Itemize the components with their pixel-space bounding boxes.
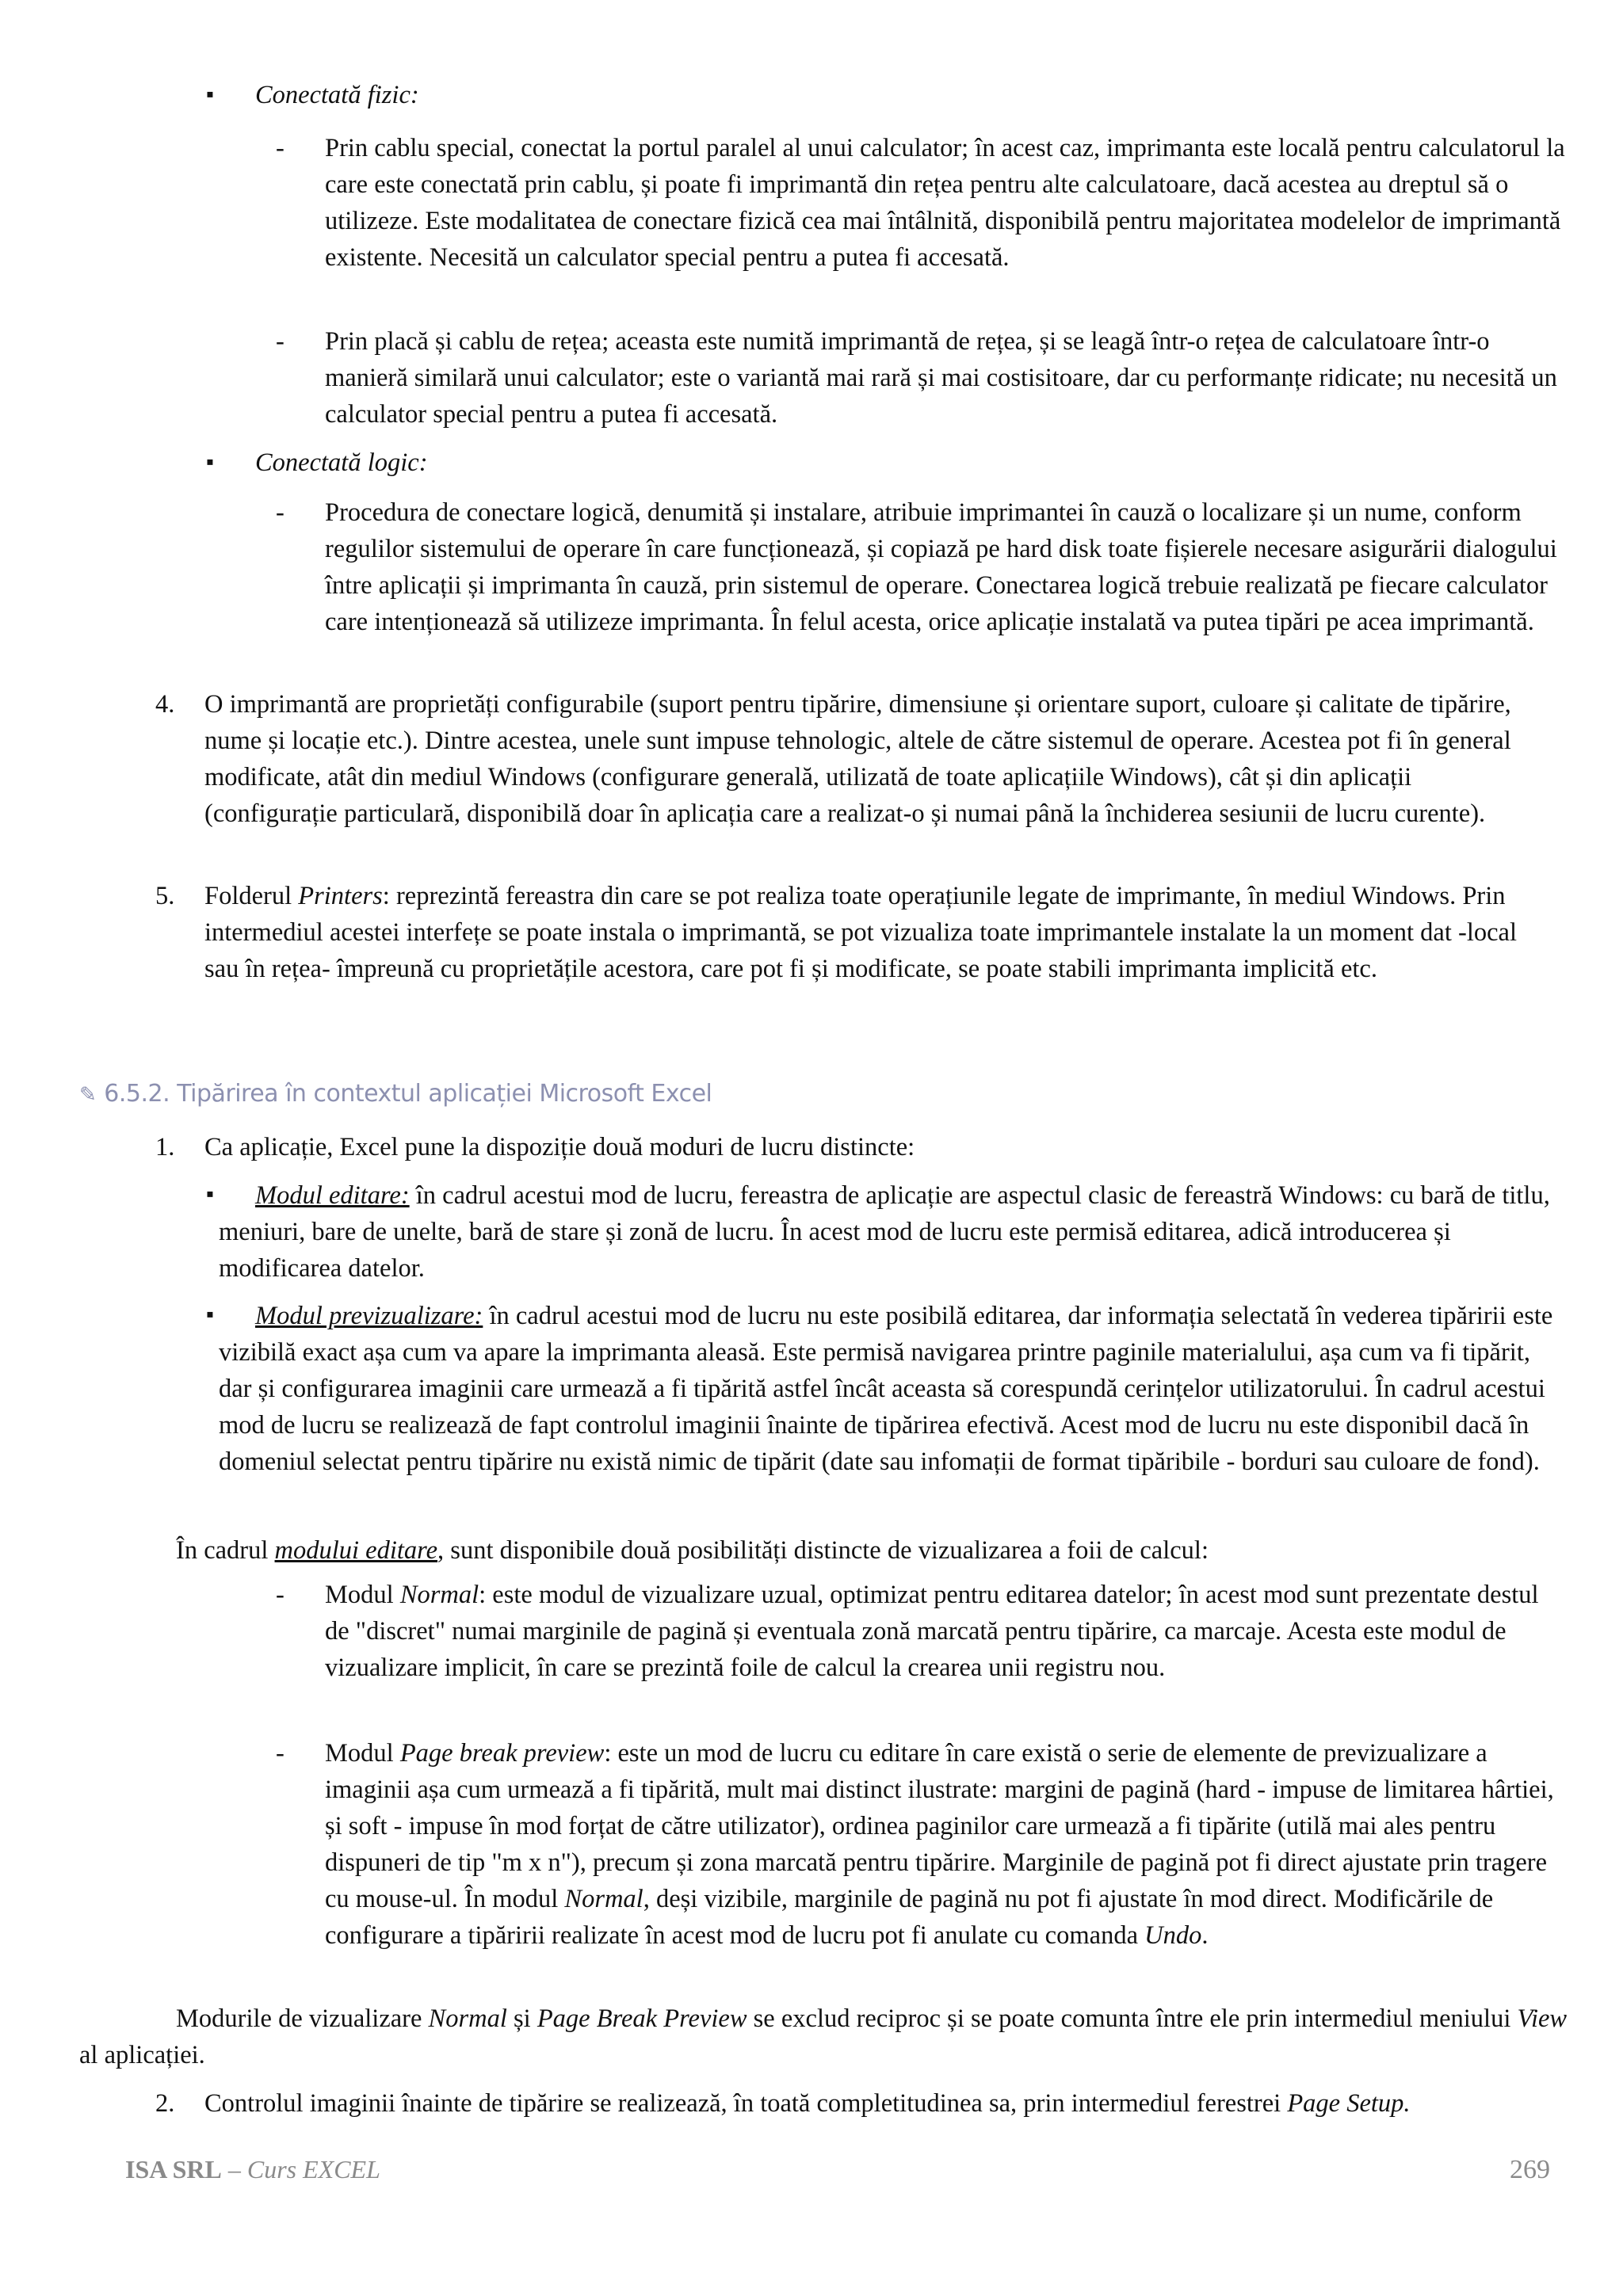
- fizic-label: Conectată fizic:: [255, 81, 419, 109]
- item-5-text: Folderul Printers: reprezintă fereastra din care se pot realiza toate operațiunile legate de imprimante, în mediul Windows. Prin intermediul acestei interfețe se poate instala o imprimantă, se pot vizualiza toate imprimantele instalate la un moment dat -local sau în rețea- împreună cu proprietățile acestora, care pot fi și modificate, se poate stabili imprimanta implicită etc.: [204, 882, 1517, 983]
- dash-marker: -: [276, 134, 285, 162]
- list-number: 2.: [155, 2089, 175, 2118]
- logic-label: Conectată logic:: [255, 448, 428, 477]
- list-number: 1.: [155, 1133, 175, 1161]
- dash-marker: -: [276, 498, 285, 527]
- footer-course: ISA SRL – Curs EXCEL: [125, 2155, 380, 2183]
- modul-previzualizare-text: Modul previzualizare: în cadrul acestui mod de lucru nu este posibilă editarea, dar informația selectată în vederea tipăririi este vizibilă exact așa cum va apare la imprimanta aleasă. Este permisă navigarea printre paginile materialului, așa cum va fi tipărit, dar și configurarea imaginii care urmează a fi tipărită astfel încât aceasta să corespundă cerințelor utilizatorului. În cadrul acestui mod de lucru se realizează de fapt controlul imaginii înainte de tipărirea efectivă. Acest mod de lucru nu este disponibil dacă în domeniul selectat pentru tipărire nu există nimic de tipărit (date sau infomații de format tipăribile - borduri sau culoare de fond).: [219, 1302, 1553, 1476]
- dash-marker: -: [276, 1739, 285, 1768]
- logic-item: Procedura de conectare logică, denumită și instalare, atribuie imprimantei în cauză o localizare și un nume, conform regulilor sistemului de operare în care funcționează, și copiază pe hard disk toate fișierele necesare asigurării dialogului între aplicații și imprimanta în cauză, prin sistemul de operare. Conectarea logică trebuie realizată pe fiecare calculator care intenționează să utilizeze imprimanta. În felul acesta, orice aplicație instalată va putea tipări pe acea imprimantă.: [325, 498, 1557, 636]
- fizic-item-cable: Prin cablu special, conectat la portul paralel al unui calculator; în acest caz, imprimanta este locală pentru calculatorul la care este conectată prin cablu, și poate fi imprimantă din rețea pentru alte calculatoare, dacă acestea au dreptul să o utilizeze. Este modalitatea de conectare fizică cea mai întâlnită, disponibilă pentru majoritatea modelelor de imprimantă existente. Necesită un calculator special pentru a putea fi accesată.: [325, 134, 1565, 272]
- bullet-square: ▪: [206, 1302, 214, 1327]
- fizic-item-network: Prin placă și cablu de rețea; aceasta este numită imprimantă de rețea, și se leagă într-o rețea de calculatoare într-o manieră similară unui calculator; este o variantă mai rară și mai costisitoare, dar cu performanțe ridicate; nu necesită un calculator special pentru a putea fi accesată.: [325, 327, 1557, 429]
- bullet-square: ▪: [206, 82, 214, 107]
- item-4-text: O imprimantă are proprietăți configurabile (suport pentru tipărire, dimensiune și orientare suport, culoare și calitate de tipărire, nume și locație etc.). Dintre acestea, unele sunt impuse tehnologic, altele de către sistemul de operare. Acestea pot fi în general modificate, atât din mediul Windows (configurare generală, utilizată de toate aplicațiile Windows), cât și din aplicații (configurație particulară, disponibilă doar în aplicația care a realizat-o și numai până la închiderea sesiunii de lucru curente).: [204, 690, 1511, 828]
- list-number: 5.: [155, 882, 175, 910]
- bullet-square: ▪: [206, 450, 214, 475]
- incadrul-paragraph: În cadrul modului editare, sunt disponibile două posibilități distincte de vizualizarea a foii de calcul:: [176, 1536, 1209, 1565]
- excel-item-2-text: Controlul imaginii înainte de tipărire se realizează, în toată completitudinea sa, prin intermediul ferestrei Page Setup.: [204, 2089, 1411, 2118]
- dash-marker: -: [276, 1581, 285, 1609]
- pencil-icon: ✎: [79, 1083, 97, 1107]
- modul-page-break-preview-text: Modul Page break preview: este un mod de lucru cu editare în care există o serie de elemente de previzualizare a imaginii așa cum urmează a fi tipărită, mult mai distinct ilustrate: margini de pagină (hard - impuse de limitarea hârtiei, și soft - impuse în mod forțat de către utilizator), ordinea paginilor care urmează a fi tipărite (utilă mai ales pentru dispuneri de tip "m x n"), precum și zona marcată pentru tipărire. Marginile de pagină pot fi direct ajustate prin tragere cu mouse-ul. În modul Normal, deși vizibile, marginile de pagină nu pot fi ajustate în mod direct. Modificările de configurare a tipăririi realizate în acest mod de lucru pot fi anulate cu comanda Undo.: [325, 1739, 1554, 1950]
- modului-editare-link: modului editare: [274, 1536, 438, 1565]
- dash-marker: -: [276, 327, 285, 356]
- bullet-square: ▪: [206, 1182, 214, 1207]
- section-heading: ✎ 6.5.2. Tipărirea în contextul aplicației Microsoft Excel: [79, 1080, 712, 1108]
- modul-normal-text: Modul Normal: este modul de vizualizare uzual, optimizat pentru editarea datelor; în acest mod sunt prezentate destul de "discret" numai marginile de pagină și eventuala zonă marcată pentru tipărire, ca marcaje. Acesta este modul de vizualizare implicit, în care se prezintă foile de calcul la crearea unii registru nou.: [325, 1581, 1539, 1682]
- list-number: 4.: [155, 690, 175, 719]
- modul-editare-text: Modul editare: în cadrul acestui mod de lucru, fereastra de aplicație are aspectul clasic de fereastră Windows: cu bară de titlu, meniuri, bare de unelte, bară de stare și zonă de lucru. În acest mod de lucru este permisă editarea, adică introducerea și modificarea datelor.: [219, 1181, 1550, 1283]
- page-number: 269: [1510, 2155, 1550, 2184]
- excel-item-1-text: Ca aplicație, Excel pune la dispoziție două moduri de lucru distincte:: [204, 1133, 915, 1161]
- modurile-paragraph: Modurile de vizualizare Normal și Page Break Preview se exclud reciproc și se poate comunta între ele prin intermediul meniului View al aplicației.: [79, 2004, 1568, 2069]
